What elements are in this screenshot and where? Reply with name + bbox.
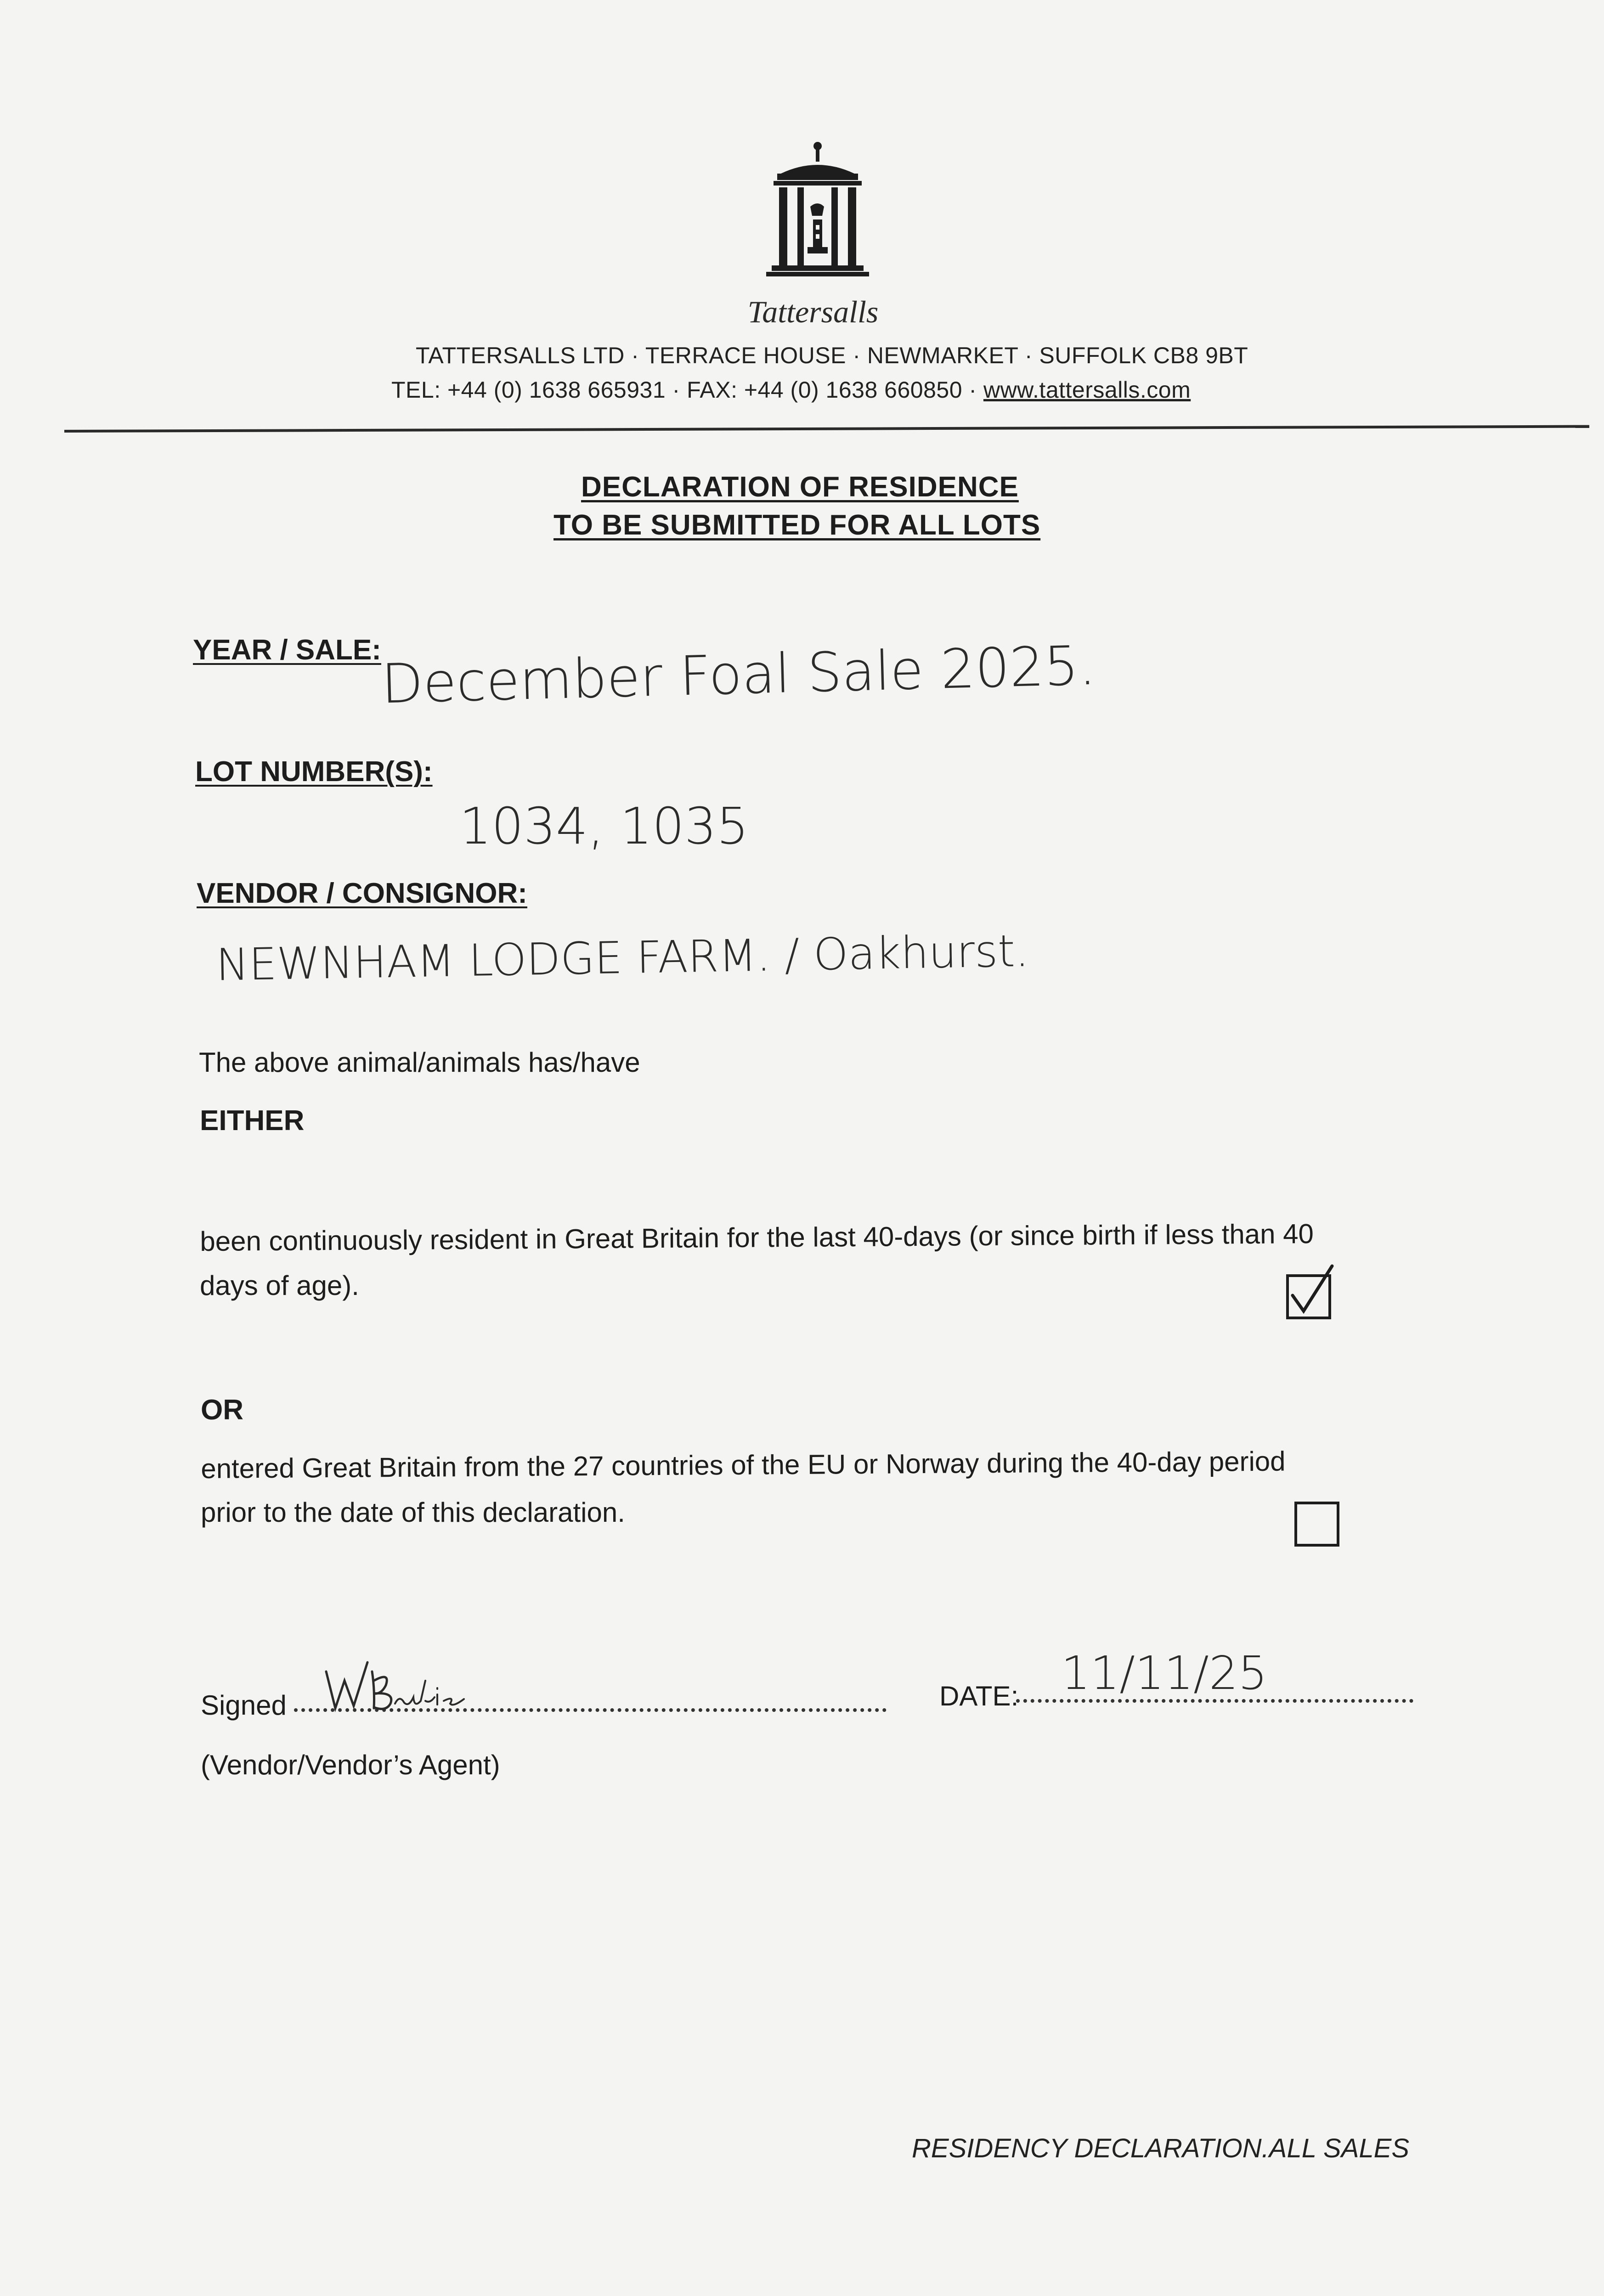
check-mark-icon [1286,1263,1337,1318]
option1-text-line2: days of age). [200,1270,359,1301]
contact-numbers: TEL: +44 (0) 1638 665931 · FAX: +44 (0) 1638 660850 · [391,377,983,403]
year-sale-label: YEAR / SALE: [193,634,381,666]
signer-role: (Vendor/Vendor’s Agent) [201,1750,500,1780]
tattersalls-rotunda-logo [753,138,882,294]
lot-numbers-label: LOT NUMBER(S): [195,756,433,788]
handwritten-signature[interactable] [317,1653,482,1717]
form-title-line2: TO BE SUBMITTED FOR ALL LOTS [553,509,1041,541]
option1-checkbox[interactable] [1286,1274,1331,1319]
year-sale-handwritten[interactable]: December Foal Sale 2025. [380,633,1097,716]
company-address: TATTERSALLS LTD · TERRACE HOUSE · NEWMARKET · SUFFOLK CB8 9BT [416,343,1248,368]
declaration-intro: The above animal/animals has/have [199,1047,640,1078]
form-title-line1: DECLARATION OF RESIDENCE [581,471,1019,503]
option2-text-line1: entered Great Britain from the 27 countries of the EU or Norway during the 40-day period [201,1446,1286,1484]
footer-document-id: RESIDENCY DECLARATION.ALL SALES [912,2133,1410,2163]
signed-label: Signed [201,1690,287,1721]
vendor-consignor-label: VENDOR / CONSIGNOR: [197,878,527,909]
either-label: EITHER [200,1105,305,1137]
option2-checkbox[interactable] [1294,1502,1339,1547]
brand-name: Tattersalls [747,294,879,329]
or-label: OR [201,1394,243,1426]
company-contact [391,377,1191,403]
lot-numbers-handwritten[interactable]: 1034, 1035 [459,797,749,855]
date-label: DATE: [939,1681,1019,1711]
option2-text-line2: prior to the date of this declaration. [201,1497,625,1528]
vendor-handwritten[interactable]: NEWNHAM LODGE FARM. / Oakhurst. [215,925,1030,991]
option1-text-line1: been continuously resident in Great Britain for the last 40-days (or since birth if less than 40 [200,1218,1314,1257]
date-handwritten[interactable]: 11/11/25 [1061,1646,1268,1700]
header-divider [64,425,1589,433]
website-link[interactable]: www.tattersalls.com [983,377,1191,403]
